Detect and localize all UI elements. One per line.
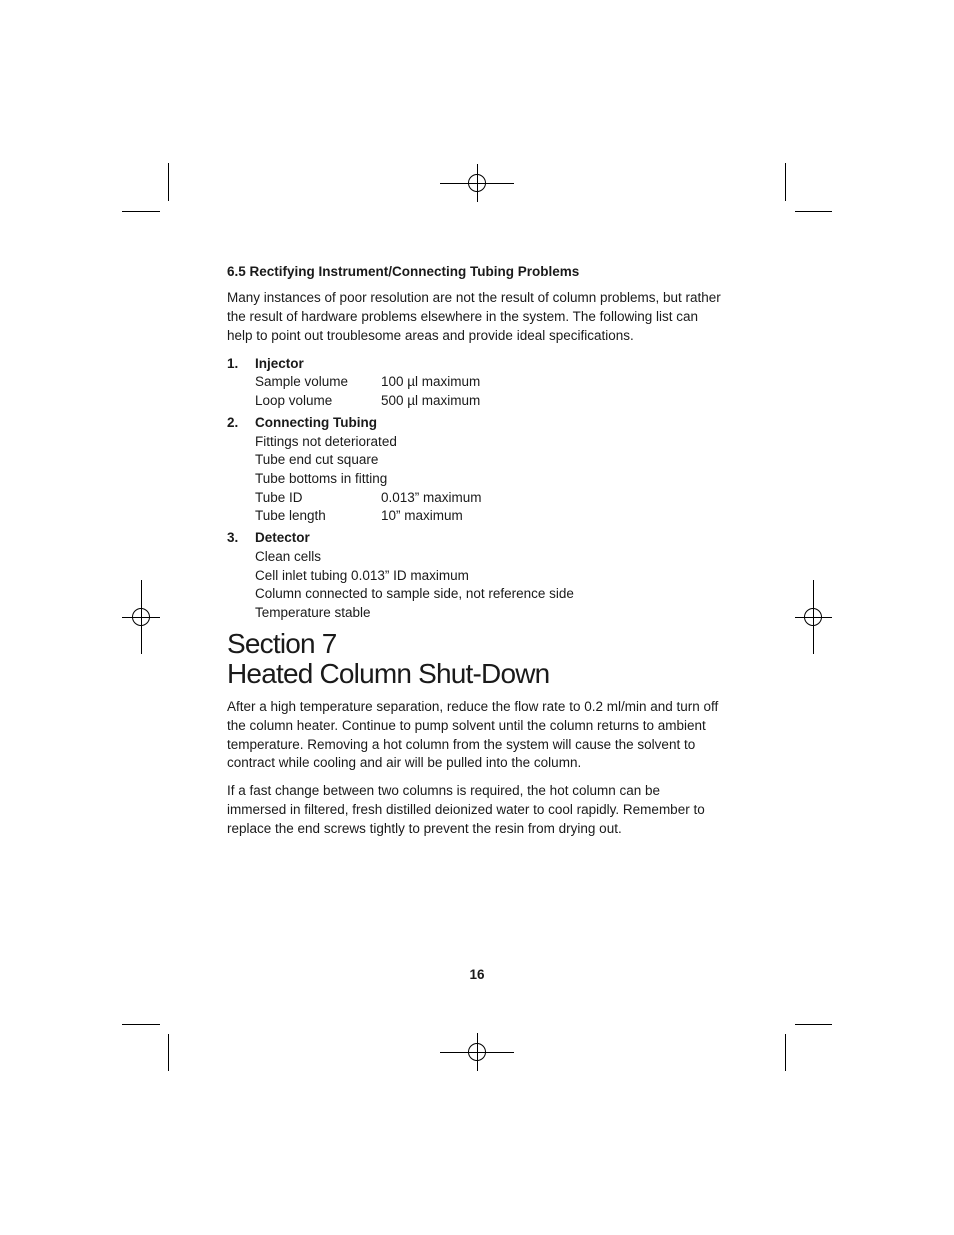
- spec-row: [255, 567, 469, 586]
- spec-label: Sample volume: [255, 374, 349, 389]
- spec-label: Loop volume: [255, 393, 333, 408]
- page-number: 16: [469, 967, 485, 982]
- spec-label: Temperature stable: [255, 605, 371, 620]
- paragraph-line: contract while cooling and air will be pulled into the column.: [227, 755, 582, 771]
- list-item-title: Connecting Tubing: [255, 415, 377, 430]
- spec-row: [255, 373, 480, 392]
- spec-row: [255, 433, 397, 452]
- spec-value: 100 µl maximum: [381, 374, 481, 389]
- crop-mark-top-right-horizontal: [795, 211, 832, 212]
- paragraph-line: replace the end screws tightly to prevent the resin from drying out.: [227, 820, 622, 836]
- section-title-line: Section 7: [227, 628, 337, 659]
- spec-value: 500 µl maximum: [381, 393, 481, 408]
- list-item-heading: [227, 414, 377, 433]
- spec-value: 10” maximum: [381, 508, 463, 523]
- spec-label: Fittings not deteriorated: [255, 434, 397, 449]
- list-item-heading: [227, 529, 310, 548]
- body-paragraph: [227, 698, 737, 773]
- spec-row: [255, 489, 482, 508]
- intro-line: help to point out troublesome areas and provide ideal specifications.: [227, 327, 634, 343]
- spec-label: Tube ID: [255, 490, 303, 505]
- paragraph-line: After a high temperature separation, reduce the flow rate to 0.2 ml/min and turn off: [227, 699, 719, 714]
- spec-label: Tube bottoms in fitting: [255, 471, 388, 486]
- spec-row: [255, 585, 574, 604]
- paragraph-line: temperature. Removing a hot column from the system will cause the solvent to: [227, 736, 696, 752]
- spec-label: Column connected to sample side, not reference side: [255, 586, 574, 601]
- spec-label: Cell inlet tubing 0.013” ID maximum: [255, 568, 469, 583]
- list-item-number: 3.: [227, 530, 239, 545]
- paragraph-line: the column heater. Continue to pump solvent until the column returns to ambient: [227, 717, 706, 733]
- intro-paragraph: [227, 289, 737, 345]
- intro-line: the result of hardware problems elsewhere in the system. The following list can: [227, 308, 698, 324]
- registration-mark-left-circle: [132, 608, 150, 626]
- registration-mark-top-circle: [468, 174, 486, 192]
- list-item-heading: [227, 355, 304, 374]
- section-title-line: Heated Column Shut-Down: [227, 658, 550, 689]
- spec-row: [255, 470, 387, 489]
- spec-label: Tube end cut square: [255, 452, 379, 467]
- subsection-title: 6.5 Rectifying Instrument/Connecting Tubing Problems: [227, 264, 580, 279]
- list-item-number: 2.: [227, 415, 239, 430]
- list-item-number: 1.: [227, 356, 239, 371]
- spec-row: [255, 392, 480, 411]
- spec-row: [255, 548, 321, 567]
- body-paragraph: [227, 782, 737, 838]
- section-title: [227, 629, 549, 689]
- crop-mark-bottom-right-horizontal: [795, 1024, 832, 1025]
- crop-mark-top-left-horizontal: [122, 211, 160, 212]
- spec-value: 0.013” maximum: [381, 490, 482, 505]
- registration-mark-bottom-circle: [468, 1043, 486, 1061]
- crop-mark-top-right-vertical: [785, 163, 786, 201]
- crop-mark-bottom-right-vertical: [785, 1034, 786, 1071]
- crop-mark-bottom-left-vertical: [168, 1034, 169, 1071]
- registration-mark-right-circle: [804, 608, 822, 626]
- list-item-title: Injector: [255, 356, 304, 371]
- spec-row: [255, 507, 463, 526]
- crop-mark-top-left-vertical: [168, 163, 169, 201]
- paragraph-line: immersed in filtered, fresh distilled deionized water to cool rapidly. Remember to: [227, 801, 705, 817]
- intro-line: Many instances of poor resolution are not the result of column problems, but rather: [227, 290, 721, 305]
- list-item-title: Detector: [255, 530, 310, 545]
- paragraph-line: If a fast change between two columns is required, the hot column can be: [227, 783, 661, 798]
- spec-row: [255, 451, 378, 470]
- crop-mark-bottom-left-horizontal: [122, 1024, 160, 1025]
- spec-label: Clean cells: [255, 549, 322, 564]
- spec-row: [255, 604, 371, 623]
- spec-label: Tube length: [255, 508, 326, 523]
